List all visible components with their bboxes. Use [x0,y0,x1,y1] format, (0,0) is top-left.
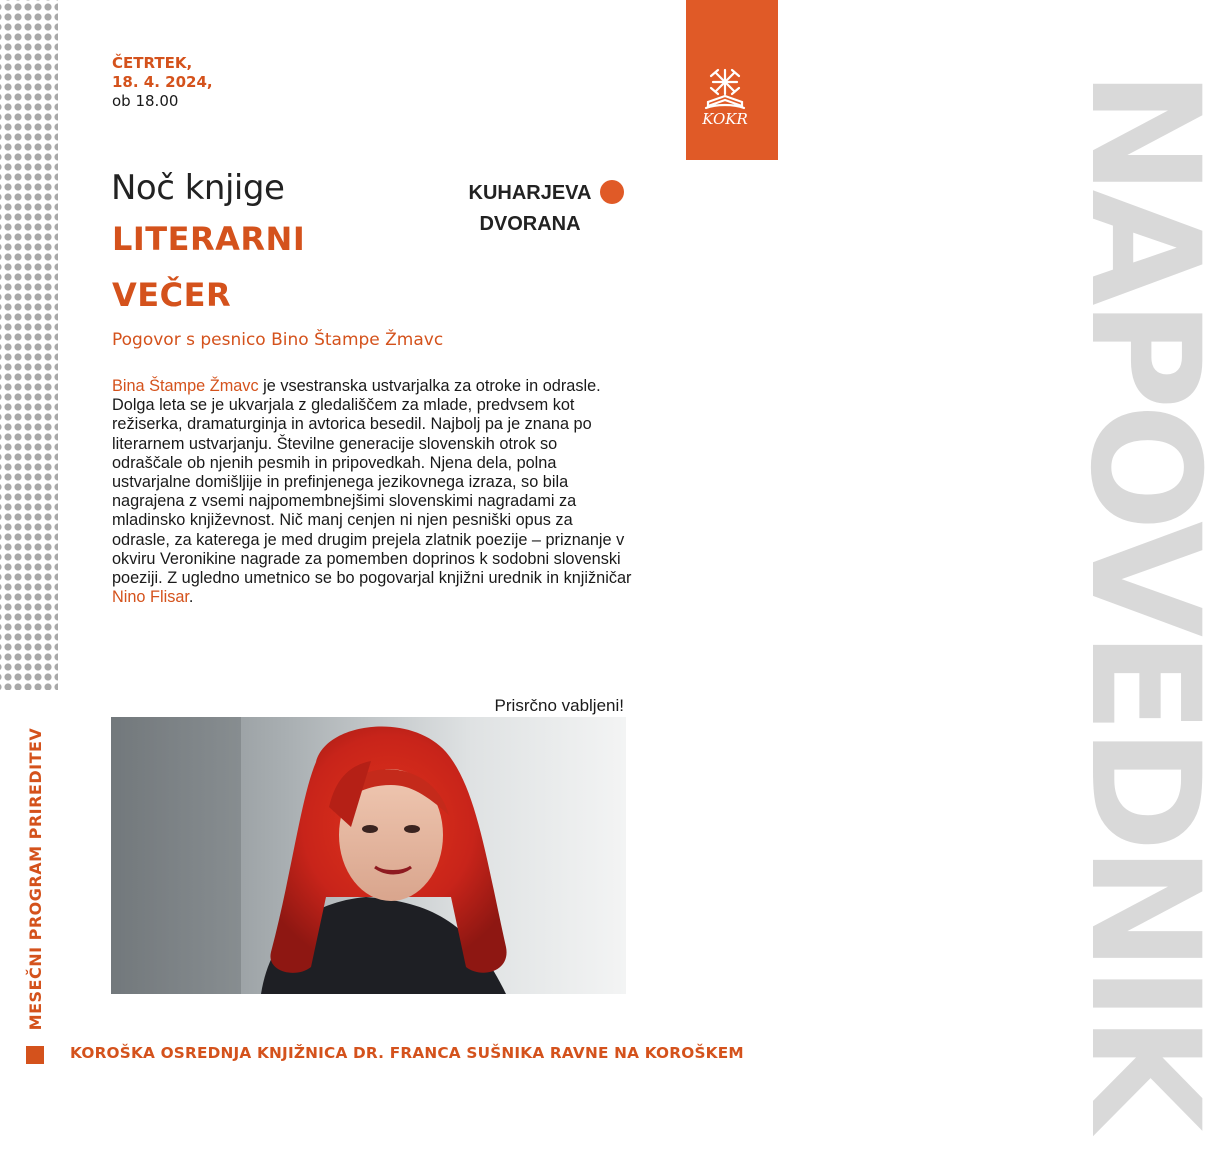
venue-line2: DVORANA [479,213,581,235]
footer-library-name: KOROŠKA OSREDNJA KNJIŽNICA DR. FRANCA SUŠNIKA RAVNE NA KOROŠKEM [70,1044,744,1062]
author-portrait-photo [111,717,626,994]
author-name: Bina Štampe Žmavc [112,377,259,395]
event-title-line2: VEČER [112,276,232,314]
koroska-library-logo-icon [698,62,752,132]
venue-bullet-icon [600,180,624,204]
event-subtitle: Pogovor s pesnico Bino Štampe Žmavc [112,330,444,350]
description-text: je vsestranska ustvarjalka za otroke in odrasle. Dolga leta se je ukvarjala z gledališčem za mlade, predvsem kot režiserka, dramaturginja in avtorica besedil. Najbolj pa je znana po literarnem ustvarjanju. Številne generacije slovenskih otrok so odraščale ob njenih pesmih in pripovedkah. Njena dela, polna ustvarjalne domišljije in prefinjenega jezikovnega izraza, so bila nagrajena z vsemi najpomembnejšimi slovenskimi nagradami za mladinsko književnost. Nič manj cenjen ni njen pesniški opus za odrasle, za katerega je med drugim prejela zlatnik poezije – priznanje v okviru Veronikine nagrade za pomemben doprinos k sodobni slovenski poeziji. Z ugledno umetnico se bo pogovarjal knjižni urednik in knjižničar [112,377,632,588]
closing-invitation: Prisrčno vabljeni! [494,696,624,715]
event-series: Noč knjige [111,168,285,208]
venue-line1: KUHARJEVA [468,182,592,204]
watermark-napovednik: NAPOVEDNIK [1057,70,1231,1126]
event-time: ob 18.00 [112,92,179,110]
event-date [112,54,213,111]
dotted-pattern-decoration [0,0,58,690]
date-value: 18. 4. 2024, [112,73,213,91]
side-label-monthly-program: MESEČNI PROGRAM PRIREDITEV [26,727,45,1031]
svg-text:KOKR: KOKR [702,110,748,128]
event-title-line1: LITERARNI [112,220,306,258]
footer-square-icon [26,1046,44,1064]
description-ending: . [188,588,194,607]
event-description [112,377,632,607]
moderator-name: Nino Flisar [112,588,189,607]
date-day: ČETRTEK, [112,54,193,72]
